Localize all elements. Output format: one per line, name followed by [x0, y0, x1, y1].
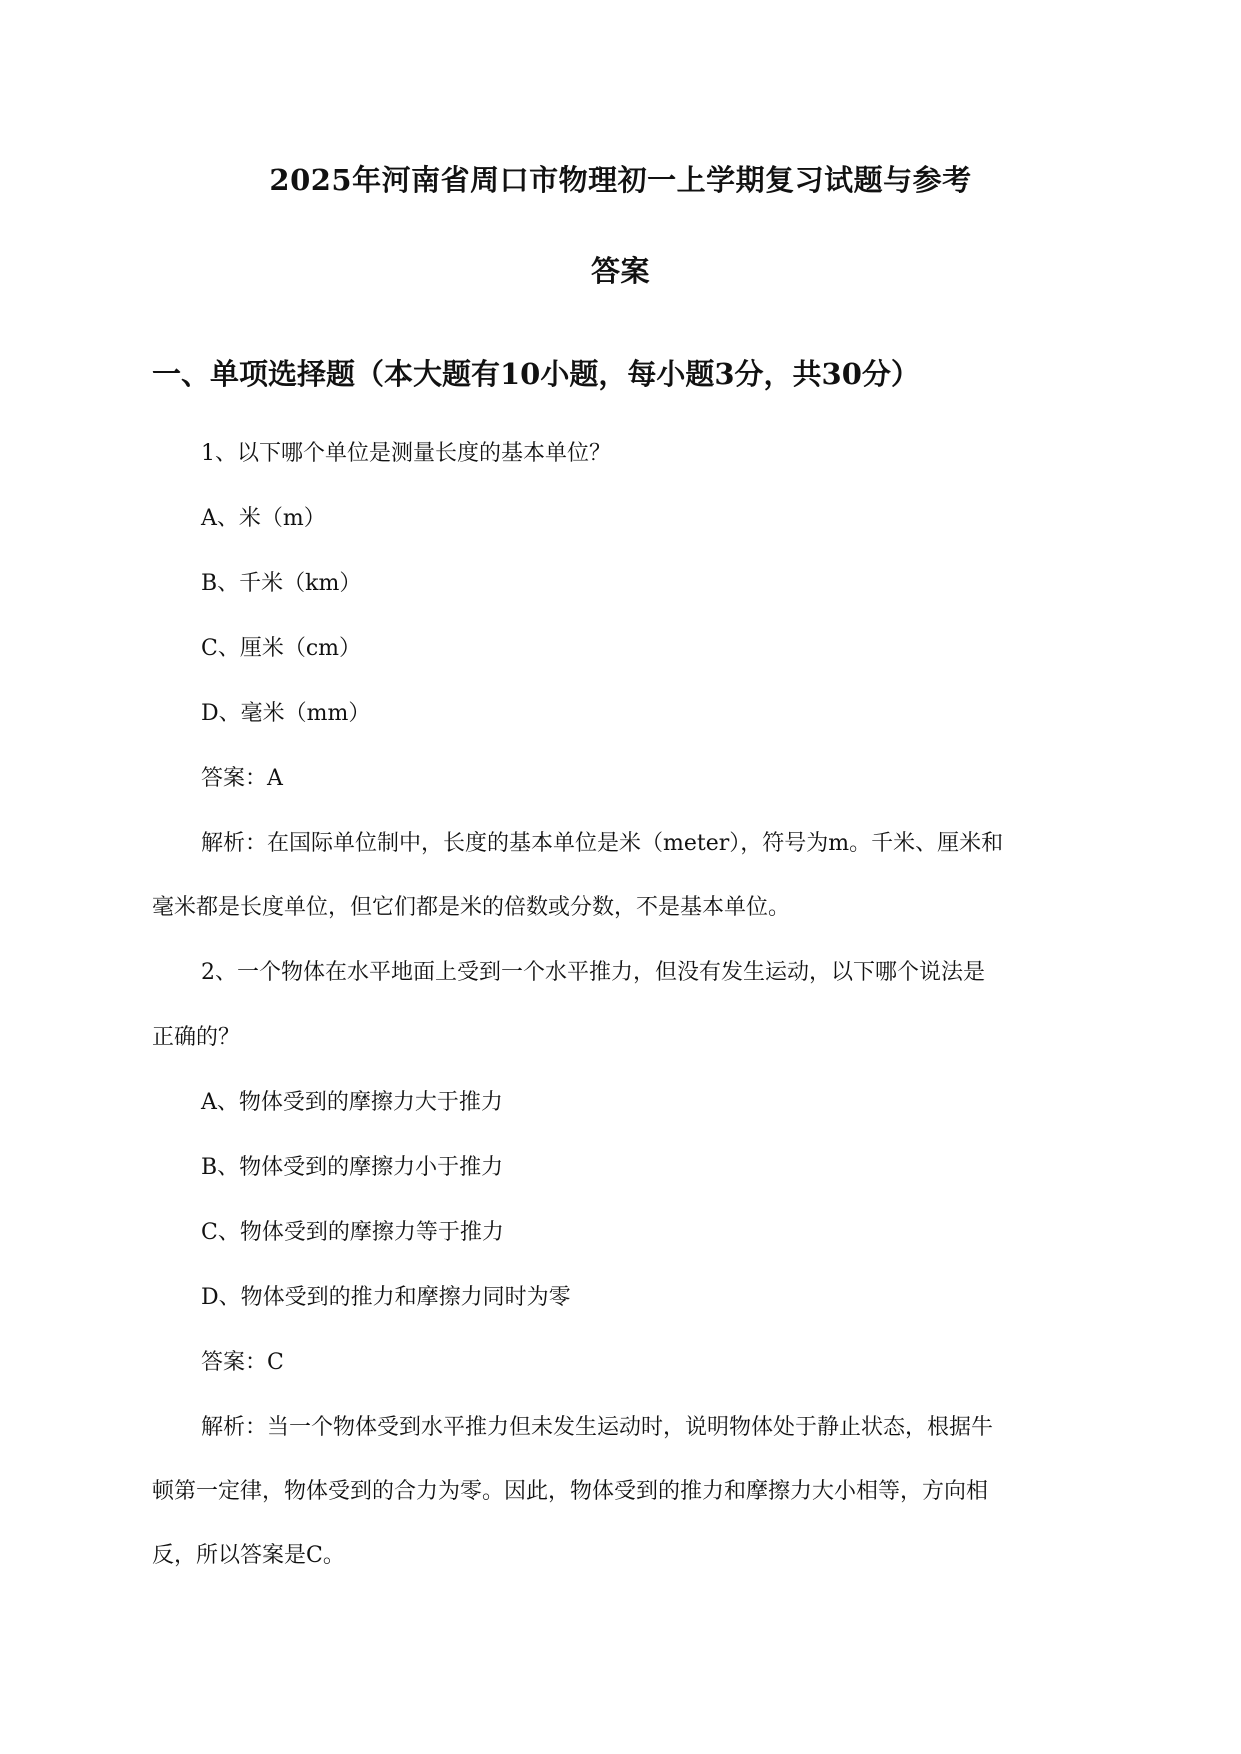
question-1-option-b: B、千米（km） [201, 571, 362, 596]
question-2-stem-line-2: 正确的？ [152, 1025, 241, 1050]
question-2-option-b: B、物体受到的摩擦力小于推力 [201, 1155, 504, 1180]
question-1-analysis-line-2: 毫米都是长度单位，但它们都是米的倍数或分数，不是基本单位。 [152, 895, 791, 920]
question-1-stem: 1、以下哪个单位是测量长度的基本单位？ [201, 441, 611, 466]
question-2-analysis-line-2: 顿第一定律，物体受到的合力为零。因此，物体受到的推力和摩擦力大小相等，方向相 [152, 1479, 989, 1504]
question-2-option-a: A、物体受到的摩擦力大于推力 [201, 1090, 503, 1115]
question-2-analysis-line-1: 解析：当一个物体受到水平推力但未发生运动时，说明物体处于静止状态，根据牛 [201, 1415, 994, 1440]
document-title-line-1: 2025年河南省周口市物理初一上学期复习试题与参考 [269, 163, 972, 197]
question-2-option-c: C、物体受到的摩擦力等于推力 [201, 1220, 504, 1245]
section-heading: 一、单项选择题（本大题有10小题，每小题3分，共30分） [152, 357, 920, 391]
question-2-option-d: D、物体受到的推力和摩擦力同时为零 [201, 1285, 571, 1310]
document-title-line-2: 答案 [590, 254, 650, 288]
question-1-analysis-line-1: 解析：在国际单位制中，长度的基本单位是米（meter），符号为m。千米、厘米和 [201, 831, 1004, 856]
question-2-stem-line-1: 2、一个物体在水平地面上受到一个水平推力，但没有发生运动，以下哪个说法是 [201, 960, 985, 985]
question-2-analysis-line-3: 反，所以答案是C。 [152, 1543, 345, 1568]
question-1-option-c: C、厘米（cm） [201, 636, 362, 661]
question-1-option-d: D、毫米（mm） [201, 701, 371, 726]
question-1-option-a: A、米（m） [201, 506, 326, 531]
question-2-answer: 答案：C [201, 1350, 284, 1375]
question-1-answer: 答案：A [201, 766, 283, 791]
